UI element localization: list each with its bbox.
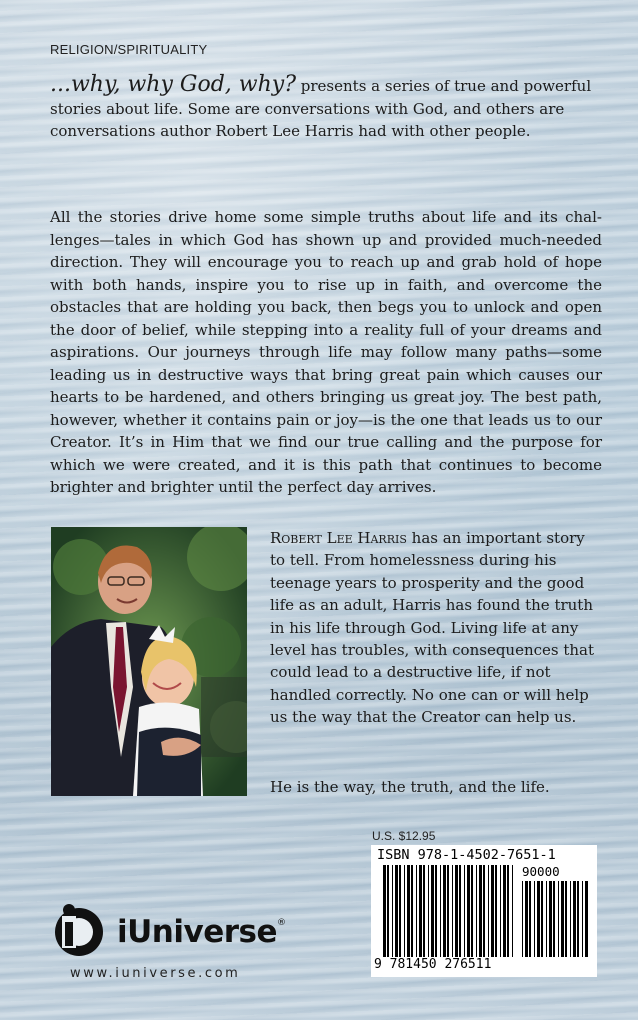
barcode-bar [479,865,482,957]
barcode-bar [558,881,559,957]
book-title: ...why, why God, why? [50,72,297,97]
publisher-website: www.iuniverse.com [70,966,241,981]
barcode-bar [491,865,494,957]
barcode-bar [387,865,389,957]
barcode-bar [529,881,531,957]
barcode-bar [392,865,393,957]
barcode-addon-digits: 90000 [522,864,560,879]
barcode-bar [399,865,401,957]
barcode-bar [585,881,588,957]
barcode-bar [507,865,509,957]
author-bio [270,527,602,729]
barcode-bar [522,881,523,957]
barcode-bar [525,881,528,957]
barcode-bar [582,881,583,957]
description-paragraph: All the stories drive home some simple truths about life and its challenges—tales in which God has shown up and provided much-needed direction. They will encourage you to reach up and grab hold of hope with both hands, inspire you to rise up in faith, and overcome the obstacles that are holding you back, then begs you to unlock and open the door of belief, while stepping into a reality full of your dreams and aspirations. Our journeys through life may follow many paths—some leading us in destructive ways that bring great pain which causes our hearts to be hardened, and others bringing us great joy. The best path, however, whether it contains pain or joy—is the one that leads us to our Creator. It’s in Him that we find our true calling and the purpose for which we were created, and it is this path that continues to become brighter and brighter until the perfect day arrives. [50,208,602,496]
price-label: U.S. $12.95 [372,829,436,843]
barcode-bar [546,881,547,957]
barcode-bar [423,865,425,957]
barcode-bar [447,865,449,957]
barcode-bar [428,865,429,957]
trademark-symbol: ® [277,918,286,928]
barcode-bar [570,881,571,957]
author-name: Robert Lee Harris [270,529,407,547]
barcode-bar [467,865,470,957]
barcode-bar [411,865,413,957]
barcode-bar [488,865,489,957]
barcode-bar [471,865,473,957]
barcode-bar [500,865,501,957]
barcode-bar [565,881,567,957]
barcode-bar [534,881,535,957]
barcode-bar [431,865,434,957]
barcode-bar [395,865,398,957]
barcode-bar [476,865,477,957]
barcode-bar [553,881,555,957]
barcode-bar [512,865,513,957]
intro-text: presents a series of true and powerful stories about life. Some are conversations with God, and others are conversations author Robert Lee Harris had with other people. [50,77,592,140]
category-label: RELIGION/SPIRITUALITY [50,42,208,57]
author-bio-text: has an important story to tell. From homelessness during his teenage years to prosperity and the good life as an adult, Harris has found the truth in his life through God. Living life at any level has troubles, with consequences that could lead to a destructive life, if not handled correctly. No one can or will help us the way that the Creator can help us. [270,529,595,727]
barcode-bar [440,865,441,957]
barcode-bar [419,865,422,957]
barcode-bar [459,865,461,957]
isbn-number: ISBN 978-1-4502-7651-1 [377,847,556,863]
barcode-bar [416,865,417,957]
barcode-bar [537,881,540,957]
author-photo-image [51,527,247,796]
barcode-bar [452,865,453,957]
barcode-bar [549,881,552,957]
barcode-bar [455,865,458,957]
barcode-bar [443,865,446,957]
intro-paragraph [50,74,602,143]
barcode-bar [573,881,576,957]
barcode-bar [577,881,579,957]
publisher-name-text: iUniverse [117,914,277,950]
publisher-name [117,914,286,950]
isbn-barcode [371,845,597,977]
barcode-bar [464,865,465,957]
barcode-bar [561,881,564,957]
barcode-bar [383,865,386,957]
barcode-bar [435,865,437,957]
barcode-bar [495,865,497,957]
barcode-bar [503,865,506,957]
barcode-bar [541,881,543,957]
barcode-ean-digits: 9 781450 276511 [374,957,492,972]
closing-line: He is the way, the truth, and the life. [270,778,550,796]
barcode-bar [404,865,405,957]
barcode-bar [483,865,485,957]
barcode-bar [407,865,410,957]
author-photo [51,527,247,796]
